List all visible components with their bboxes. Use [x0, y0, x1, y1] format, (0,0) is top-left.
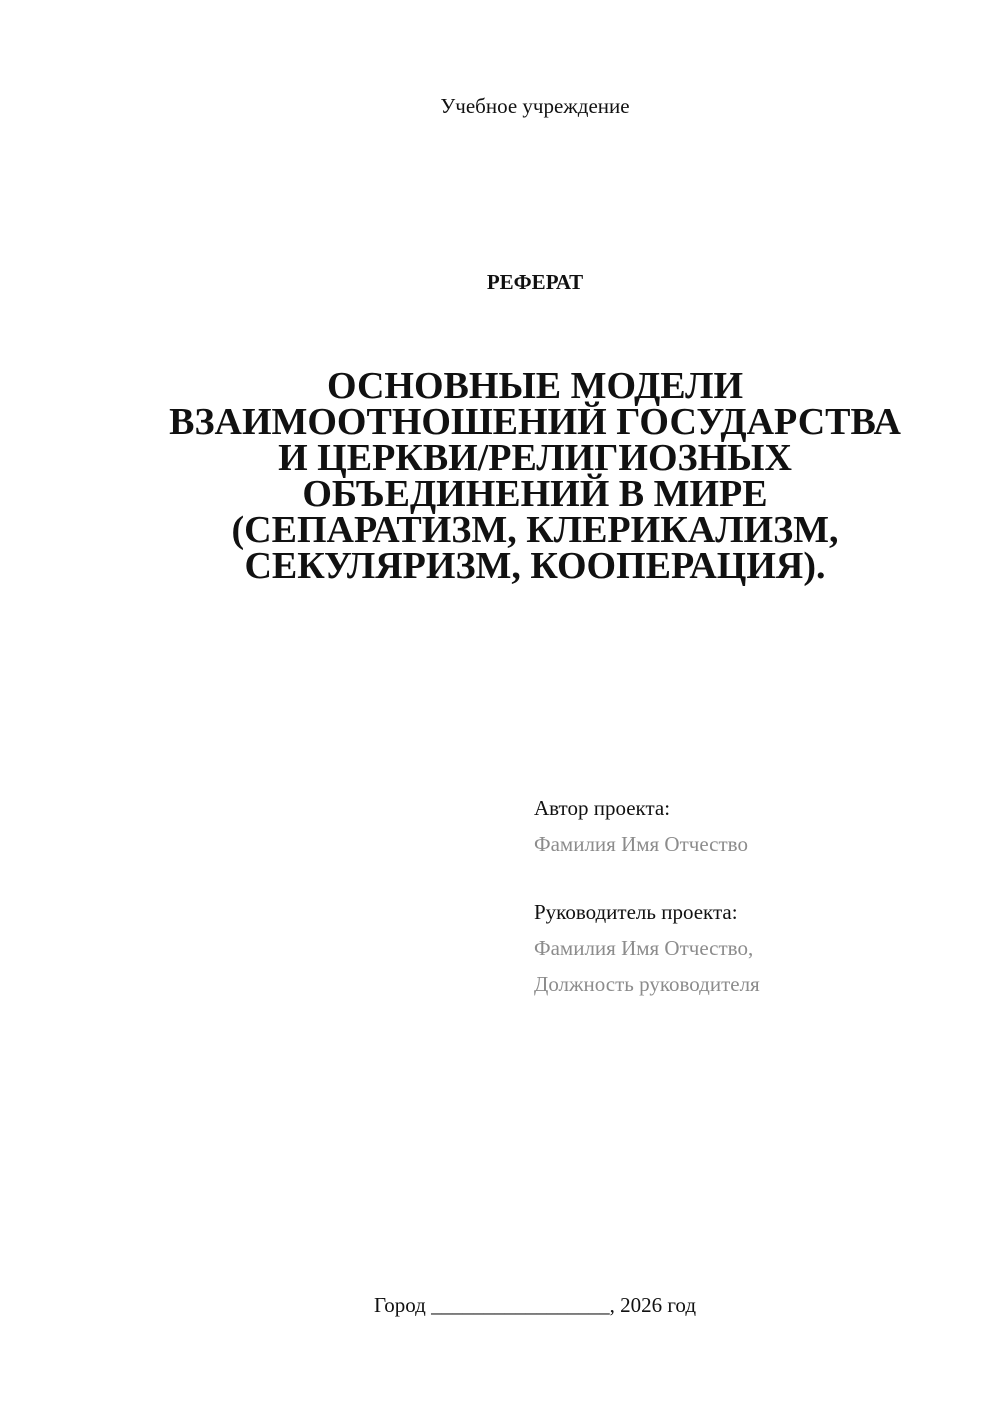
- document-type: РЕФЕРАТ: [486, 270, 584, 294]
- author-name: Фамилия Имя Отчество: [534, 832, 748, 856]
- spacer: [534, 862, 974, 894]
- author-label: Автор проекта:: [534, 796, 671, 820]
- credits-block: [534, 790, 974, 1002]
- supervisor-name: Фамилия Имя Отчество,: [534, 936, 754, 960]
- title-line: ОБЪЕДИНЕНИЙ В МИРЕ: [302, 473, 768, 515]
- title-line: (СЕПАРАТИЗМ, КЛЕРИКАЛИЗМ,: [231, 509, 839, 551]
- institution-name: Учебное учреждение: [440, 94, 630, 118]
- title-line: СЕКУЛЯРИЗМ, КООПЕРАЦИЯ).: [244, 545, 826, 587]
- supervisor-position: Должность руководителя: [534, 972, 760, 996]
- title-line: ВЗАИМООТНОШЕНИЙ ГОСУДАРСТВА: [169, 401, 901, 443]
- city-year-line: Город _________________, 2026 год: [373, 1293, 697, 1317]
- title-line: ОСНОВНЫЕ МОДЕЛИ: [326, 365, 744, 407]
- title-line: И ЦЕРКВИ/РЕЛИГИОЗНЫХ: [278, 437, 792, 479]
- document-title: [130, 365, 940, 587]
- supervisor-label: Руководитель проекта:: [534, 900, 738, 924]
